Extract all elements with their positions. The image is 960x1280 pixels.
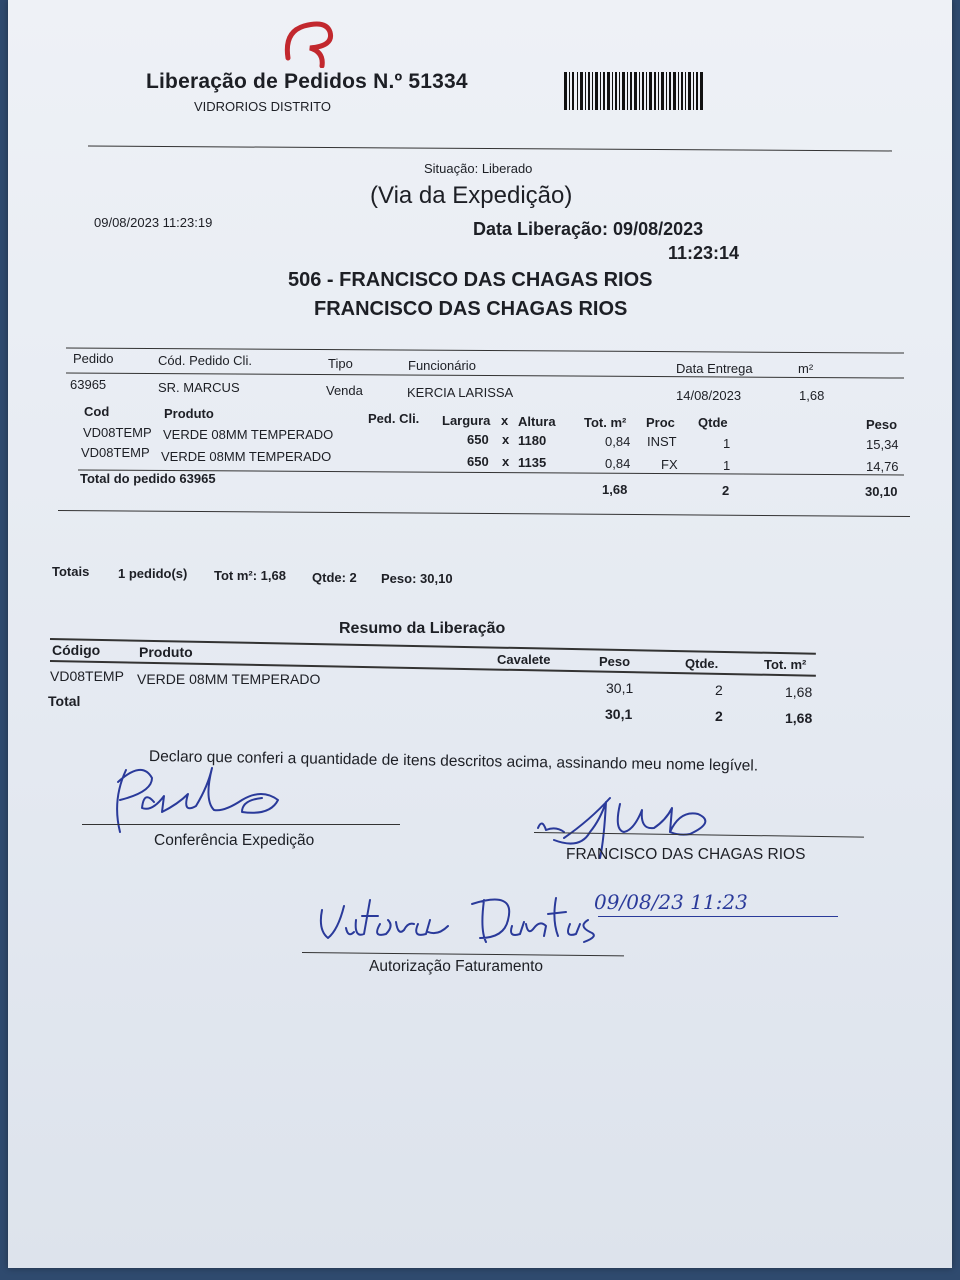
item-proc: FX (661, 457, 678, 472)
item-header-tot-m2: Tot. m² (584, 415, 627, 430)
item-cod: VD08TEMP (81, 445, 150, 460)
barcode (564, 72, 704, 110)
item-header-ped-cli: Ped. Cli. (368, 411, 420, 426)
signature-line-conferencia (82, 824, 400, 825)
item-peso: 15,34 (866, 437, 899, 452)
document-page (8, 0, 952, 1268)
print-timestamp: 09/08/2023 11:23:19 (94, 215, 213, 230)
item-proc: INST (647, 434, 677, 449)
cliente-label: FRANCISCO DAS CHAGAS RIOS (566, 846, 806, 863)
item-header-altura: Altura (518, 414, 556, 429)
company-logo (280, 18, 340, 68)
summary-header-qtde: Qtde. (685, 656, 719, 671)
summary-header-cavalete: Cavalete (497, 652, 551, 667)
order-data-entrega: 14/08/2023 (676, 388, 742, 403)
handwritten-datetime: 09/08/23 11:23 (594, 890, 748, 914)
item-tot-m2: 0,84 (605, 456, 631, 471)
item-qtde: 1 (723, 458, 731, 473)
item-produto: VERDE 08MM TEMPERADO (161, 449, 332, 464)
col-header-funcionario: Funcionário (408, 358, 476, 373)
declaration-text: Declaro que conferi a quantidade de itens descritos acima, assinando meu nome legível. (148, 748, 759, 775)
totals-qtde: Qtde: 2 (312, 570, 357, 585)
summary-codigo: VD08TEMP (50, 668, 124, 684)
order-table-bottom-line (58, 510, 910, 517)
summary-tot-m2: 1,68 (785, 684, 813, 700)
order-header-line (66, 372, 904, 378)
summary-header-produto: Produto (139, 644, 193, 660)
summary-total-qtde: 2 (715, 708, 723, 724)
order-pedido: 63965 (70, 377, 107, 392)
order-tipo: Venda (326, 383, 363, 398)
item-produto: VERDE 08MM TEMPERADO (163, 427, 334, 442)
summary-header-peso: Peso (599, 654, 631, 669)
order-cod-pedido-cli: SR. MARCUS (158, 380, 240, 395)
summary-produto: VERDE 08MM TEMPERADO (137, 671, 321, 687)
item-header-peso: Peso (866, 417, 898, 432)
release-time: 11:23:14 (668, 243, 740, 263)
totals-label: Totais (52, 564, 90, 579)
order-total-peso: 30,10 (865, 484, 898, 499)
col-header-tipo: Tipo (328, 356, 353, 371)
company-name: VIDRORIOS DISTRITO (194, 99, 331, 114)
order-m2: 1,68 (799, 388, 825, 403)
summary-title: Resumo da Liberação (339, 620, 506, 637)
col-header-pedido: Pedido (73, 351, 114, 366)
summary-total-tot-m2: 1,68 (785, 710, 813, 726)
totals-m2: Tot m²: 1,68 (214, 568, 286, 583)
item-header-qtde: Qtde (698, 415, 728, 430)
item-header-largura: Largura (442, 413, 491, 428)
document-title: Liberação de Pedidos N.º 51334 (146, 70, 468, 93)
summary-qtde: 2 (715, 682, 723, 698)
item-largura: 650 (467, 432, 489, 447)
release-date: Data Liberação: 09/08/2023 (473, 219, 704, 239)
order-funcionario: KERCIA LARISSA (407, 385, 514, 400)
totals-peso: Peso: 30,10 (381, 571, 453, 586)
summary-header-codigo: Código (52, 642, 101, 658)
summary-header-tot-m2: Tot. m² (764, 657, 807, 672)
signature-autorizacao (308, 880, 608, 960)
status-text: Situação: Liberado (424, 161, 533, 176)
customer-code-name: 506 - FRANCISCO DAS CHAGAS RIOS (288, 269, 653, 291)
item-header-produto: Produto (164, 406, 214, 421)
header-divider (88, 146, 892, 152)
item-largura: 650 (467, 454, 489, 469)
summary-peso: 30,1 (606, 680, 634, 696)
autorizacao-label: Autorização Faturamento (369, 958, 544, 975)
summary-total-peso: 30,1 (605, 706, 633, 722)
item-tot-m2: 0,84 (605, 434, 631, 449)
item-x: x (502, 432, 510, 447)
col-header-cod-pedido-cli: Cód. Pedido Cli. (158, 353, 252, 368)
item-x: x (502, 454, 510, 469)
col-header-m2: m² (798, 361, 814, 376)
signature-conferencia (92, 760, 302, 840)
item-qtde: 1 (723, 436, 731, 451)
order-total-m2: 1,68 (602, 482, 628, 497)
item-header-proc: Proc (646, 415, 675, 430)
order-total-label: Total do pedido 63965 (80, 471, 216, 486)
item-header-cod: Cod (84, 404, 110, 419)
customer-name: FRANCISCO DAS CHAGAS RIOS (314, 298, 628, 320)
item-header-x: x (501, 413, 509, 428)
item-altura: 1135 (518, 455, 547, 470)
copy-type: (Via da Expedição) (370, 182, 573, 209)
item-peso: 14,76 (866, 459, 899, 474)
item-cod: VD08TEMP (83, 425, 152, 440)
handwritten-datetime-underline (598, 916, 838, 917)
summary-total-label: Total (48, 693, 81, 709)
item-altura: 1180 (518, 433, 547, 448)
conferencia-label: Conferência Expedição (154, 832, 315, 849)
totals-pedidos: 1 pedido(s) (118, 566, 188, 581)
col-header-data-entrega: Data Entrega (676, 361, 753, 376)
order-total-qtde: 2 (722, 483, 730, 498)
